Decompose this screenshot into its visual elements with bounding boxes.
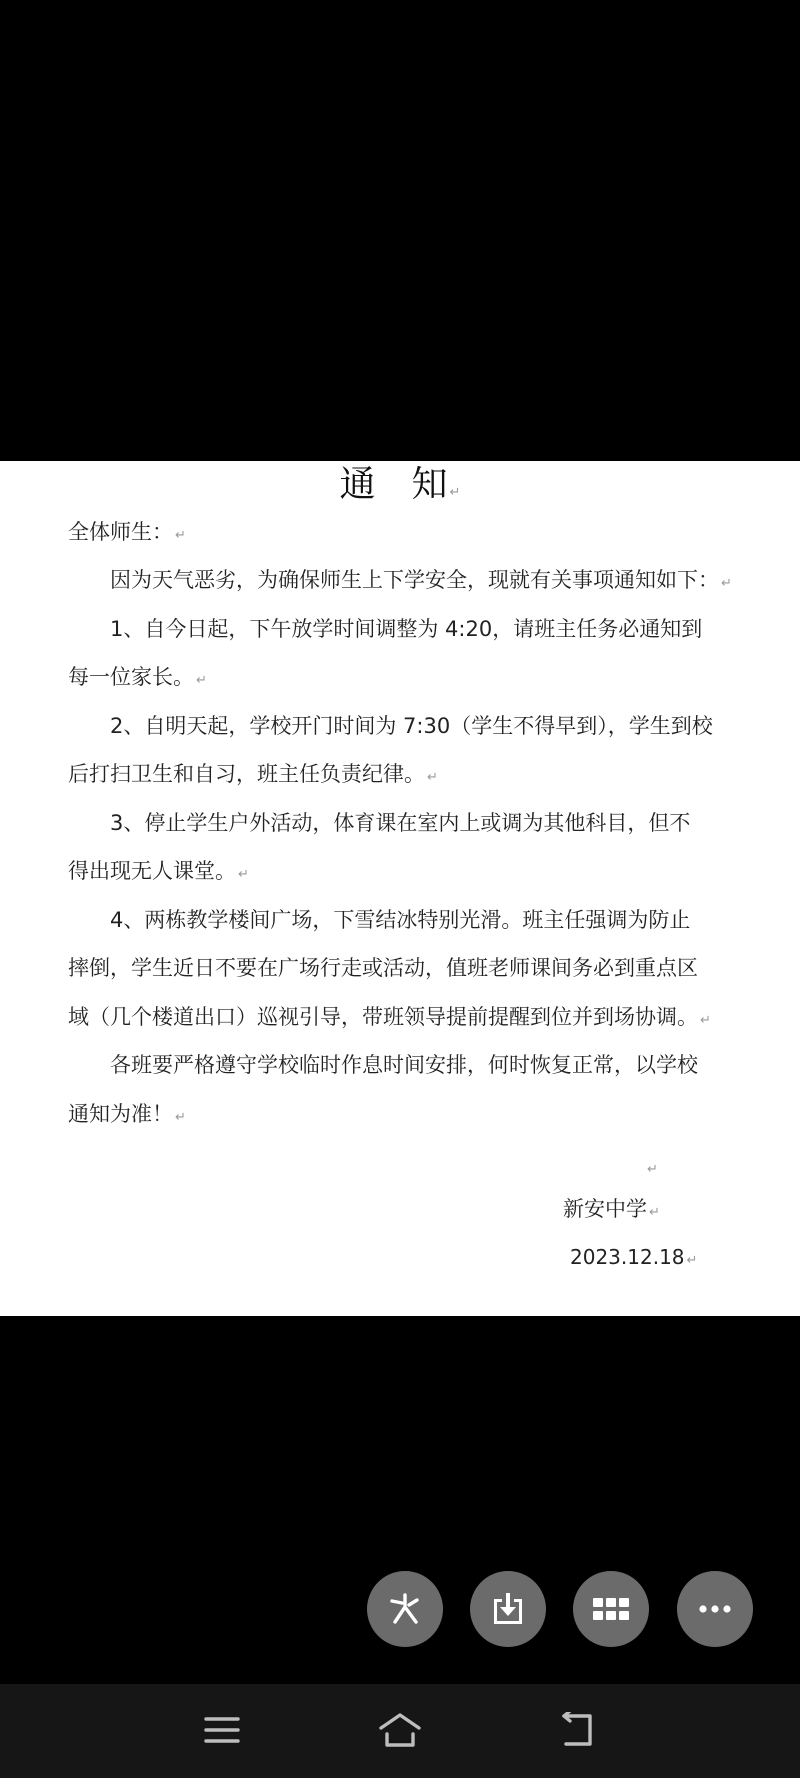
item-4-line-3: 域（几个楼道出口）巡视引导，带班领导提前提醒到位并到场协调。 ↵ xyxy=(68,1005,711,1029)
item-1-line-2: 每一位家长。 ↵ xyxy=(68,665,207,689)
paragraph-mark: ↵ xyxy=(175,1110,186,1125)
paragraph-mark: ↵ xyxy=(175,528,186,543)
item-3-line-2: 得出现无人课堂。 ↵ xyxy=(68,859,249,883)
title-text: 通 知 xyxy=(339,464,448,505)
salutation: 全体师生： ↵ xyxy=(68,520,186,544)
intro-paragraph: 因为天气恶劣，为确保师生上下学安全，现就有关事项通知如下： ↵ xyxy=(110,568,732,592)
item-4-line-2: 摔倒，学生近日不要在广场行走或活动，值班老师课间务必到重点区 xyxy=(68,956,698,980)
item-4-line-1: 4、两栋教学楼间广场，下雪结冰特别光滑。班主任强调为防止 xyxy=(110,908,691,932)
signature-org: 新安中学 ↵ xyxy=(563,1197,660,1221)
paragraph-mark: ↵ xyxy=(700,1013,711,1028)
paragraph-mark: ↵ xyxy=(196,673,207,688)
paragraph-mark: ↵ xyxy=(238,867,249,882)
paragraph-mark: ↵ xyxy=(686,1253,698,1268)
empty-paragraph xyxy=(645,1151,658,1185)
more-icon xyxy=(695,1589,735,1629)
document-page[interactable] xyxy=(0,461,800,1316)
closing-line-2: 通知为准！ ↵ xyxy=(68,1102,186,1126)
download-button[interactable] xyxy=(470,1571,546,1647)
document-title xyxy=(0,463,800,515)
signature-date: 2023.12.18 ↵ xyxy=(570,1245,698,1269)
apps-button[interactable] xyxy=(573,1571,649,1647)
download-icon xyxy=(488,1589,528,1629)
system-navbar xyxy=(0,1684,800,1778)
item-2-line-2: 后打扫卫生和自习，班主任负责纪律。 ↵ xyxy=(68,762,438,786)
more-button[interactable] xyxy=(677,1571,753,1647)
paragraph-mark: ↵ xyxy=(721,576,732,591)
item-2-line-1: 2、自明天起，学校开门时间为 7:30（学生不得早到），学生到校 xyxy=(110,714,713,738)
home-icon xyxy=(378,1712,422,1748)
ai-assist-button[interactable] xyxy=(367,1571,443,1647)
item-1-line-1: 1、自今日起，下午放学时间调整为 4:20，请班主任务必通知到 xyxy=(110,617,703,641)
paragraph-mark: ↵ xyxy=(427,770,438,785)
home-nav-button[interactable] xyxy=(370,1704,430,1756)
back-nav-button[interactable] xyxy=(548,1704,608,1756)
back-icon xyxy=(558,1712,598,1748)
menu-icon xyxy=(202,1714,242,1746)
paragraph-mark: ↵ xyxy=(449,485,461,500)
closing-line-1: 各班要严格遵守学校临时作息时间安排，何时恢复正常，以学校 xyxy=(110,1053,698,1077)
grid-icon xyxy=(591,1589,631,1629)
paragraph-mark: ↵ xyxy=(649,1205,660,1220)
paragraph-mark: ↵ xyxy=(647,1162,658,1177)
menu-nav-button[interactable] xyxy=(192,1704,252,1756)
sparkle-icon xyxy=(385,1589,425,1629)
item-3-line-1: 3、停止学生户外活动，体育课在室内上或调为其他科目，但不 xyxy=(110,811,691,835)
